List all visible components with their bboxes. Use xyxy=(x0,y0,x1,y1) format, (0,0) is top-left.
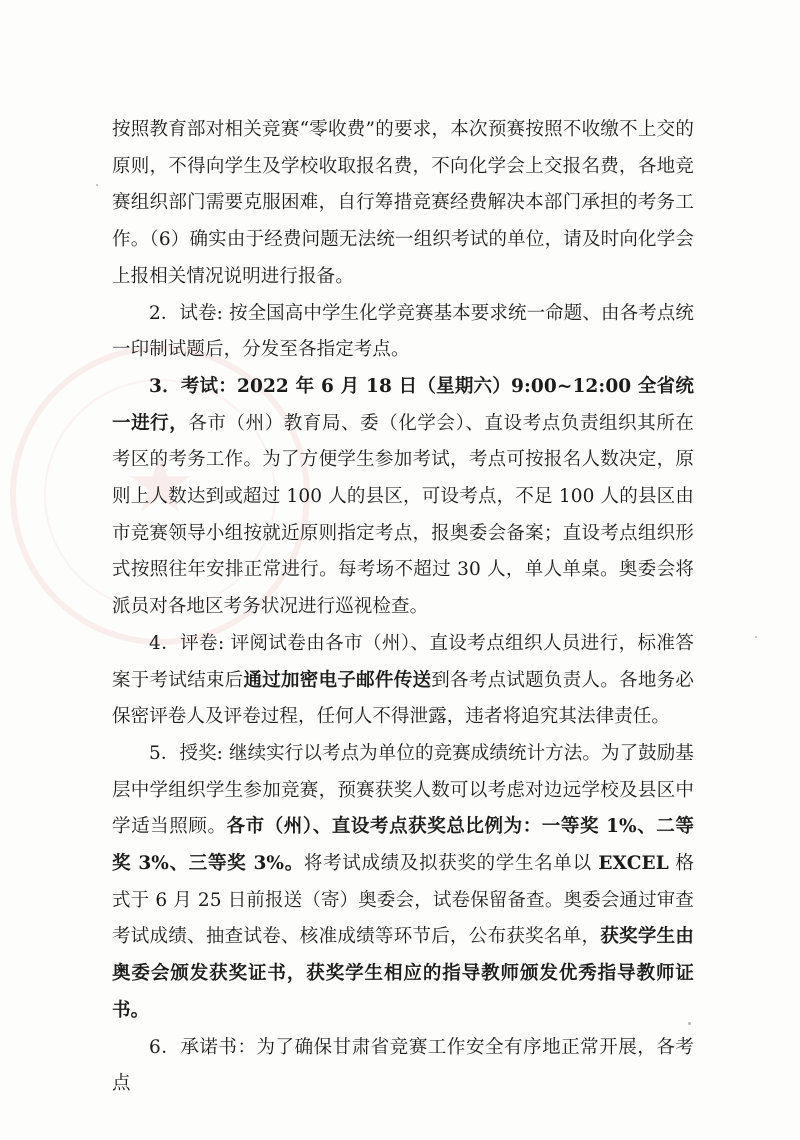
scan-speck xyxy=(96,184,98,186)
text-segment-bold: EXCEL xyxy=(598,853,669,875)
paragraph-grading xyxy=(112,626,694,736)
text-segment-bold: 获奖学生由奥委会颁发获奖证书，获奖学生相应的指导教师颁发优秀指导教师证书。 xyxy=(112,926,694,1021)
paragraph-fee-policy xyxy=(112,112,694,296)
paragraph-awards xyxy=(112,736,694,1030)
text-segment: 5．授奖: 继续实行以考点为单位的竞赛成绩统计方法。为了鼓励基层中学组织学生参加竞赛，预赛获奖人数可以考虑对边远学校及县区中学适当照顾。 xyxy=(112,742,694,838)
paragraph-exam-paper xyxy=(112,296,694,369)
paragraph-exam-schedule xyxy=(112,369,694,626)
text-segment: 按照教育部对相关竞赛“零收费”的要求，本次预赛按照不收缴不上交的原则，不得向学生及学校收取报名费，不向化学会上交报名费，各地竞赛组织部门需要克服困难，自行筹措竞赛经费解决本部门承担的考务工作。（6）确实由于经费问题无法统一组织考试的单位，请及时向化学会上报相关情况说明进行报备。 xyxy=(112,119,694,287)
text-segment: 6．承诺书：为了确保甘肃省竞赛工作安全有序地正常开展，各考点 xyxy=(112,1036,694,1095)
text-segment-bold: 各市（州）、直设考点获奖总比例为：一等奖 1%、二等奖 3%、三等奖 3%。 xyxy=(112,816,694,875)
text-segment: 4．评卷: 评阅试卷由各市（州）、直设考点组织人员进行，标准答案于考试结束后 xyxy=(112,632,694,691)
text-segment: 各市（州）教育局、委（化学会）、直设考点负责组织其所在考区的考务工作。为了方便学生参加考试，考点可按报名人数决定，原则上人数达到或超过 100 人的县区，可设考点，不足 100 人的县区由市竞赛领导小组按就近原则指定考点，报奥委会备案；直设考点组织形式按照往年安排正常进行。每考场不超过 30 人，单人单桌。奥委会将派员对各地区考务状况进行巡视检查。 xyxy=(112,412,695,618)
paragraph-commitment xyxy=(112,1030,694,1103)
seal-star-icon: ★ xyxy=(125,440,195,530)
text-segment: 2．试卷: 按全国高中学生化学竞赛基本要求统一命题、由各考点统一印制试题后，分发至各指定考点。 xyxy=(112,302,694,361)
text-segment-bold: 3．考试：2022 年 6 月 18 日（星期六）9:00~12:00 全省统一进行， xyxy=(112,375,694,434)
text-segment-bold: 通过加密电子邮件传送 xyxy=(243,669,432,691)
document-body xyxy=(112,112,694,1103)
scan-speck xyxy=(755,636,757,638)
text-segment: 到各考点试题负责人。各地务必保密评卷人及评卷过程，任何人不得泄露，违者将追究其法律责任。 xyxy=(112,669,694,728)
text-segment: 将考试成绩及拟获奖的学生名单以 xyxy=(303,853,599,875)
text-segment: 格式于 6 月 25 日前报送（寄）奥委会，试卷保留备查。奥委会通过审查考试成绩、抽查试卷、核准成绩等环节后，公布获奖名单， xyxy=(112,853,695,948)
